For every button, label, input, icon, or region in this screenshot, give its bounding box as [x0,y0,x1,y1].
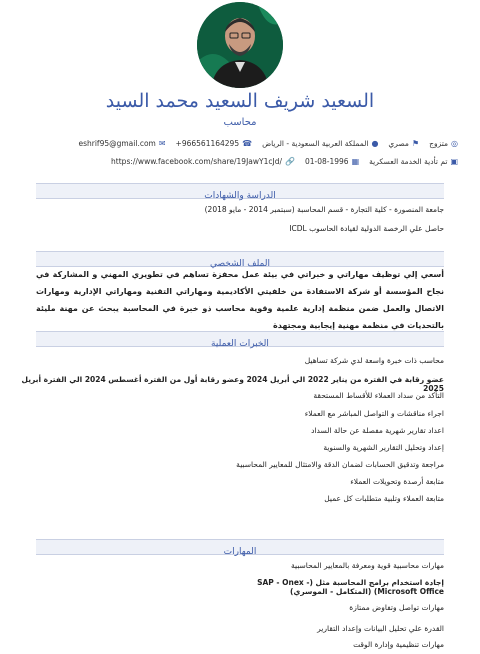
ring-icon: ◎ [451,139,458,148]
experience-line: محاسب ذات خبرة واسعة لدي شركة تساهيل [304,356,444,365]
id-card-icon: ▣ [450,157,458,166]
email[interactable]: ✉ eshrif95@gmail.com [78,139,166,148]
skill-line: مهارات محاسبية قوية ومعرفة بالمعايير المحاسبية [290,561,444,570]
experience-line: مراجعة وتدقيق الحسابات لضمان الدقة والامتثال للمعايير المحاسبية [236,460,444,469]
flag-icon: ⚑ [411,139,420,148]
section-title: الخبرات العملية [211,339,269,349]
military-service: ▣ تم تأدية الخدمة العسكرية [369,157,458,166]
section-title: الملف الشخصي [210,259,270,269]
marital-status: ◎ متزوج [429,139,458,148]
section-skills [36,539,444,557]
nationality: ⚑ مصري [388,139,420,148]
section-title: الدراسة والشهادات [204,191,276,201]
calendar-icon: ▦ [351,157,360,166]
location-icon: ● [371,139,379,148]
experience-line: اجراء مناقشات و التواصل المباشر مع العملاء [304,409,444,418]
phone-icon: ☎ [242,139,253,148]
avatar [197,2,283,88]
experience-line: عضو رقابة في الفترة من يناير 2022 الي أبريل 2024 وعضو رقابة أول من الفترة أغسطس 2024 الي الفترة أبريل 2025 [21,375,444,393]
experience-line: متابعة العملاء وتلبية متطلبات كل عميل [324,494,444,503]
full-name: السعيد شريف السعيد محمد السيد [105,90,375,112]
facebook-link[interactable]: 🔗 https://www.facebook.com/share/19JawY1cJd/ [111,157,295,166]
location: ● المملكة العربية السعودية - الرياض [262,139,379,148]
experience-line: متابعة أرصدة وتحويلات العملاء [350,477,444,486]
section-title: المهارات [223,547,257,557]
experience-line: اعداد تقارير شهرية مفصلة عن حالة السداد [311,426,444,435]
section-profile [36,251,444,269]
mail-icon: ✉ [158,139,166,148]
skill-line: مهارات تنظيمية وإدارة الوقت [353,640,444,649]
skill-line: مهارات تواصل وتفاوض ممتازة [349,603,444,612]
experience-line: إعداد وتحليل التقارير الشهرية والسنوية [323,443,444,452]
skill-line: القدرة علي تحليل البيانات وإعداد التقارير [317,624,444,633]
link-icon: 🔗 [285,157,295,166]
profile-text: أسعي إلي توظيف مهاراتي و خبراتي في بيئة عمل محفزة تساهم في تطويري المهني و المشاركة في نجاح المؤسسة أو شركة الاستفادة من خلفيتي الأكاديمية ومهاراتي التقنية ومهاراتي الإدارية ومهارات الاتصال والعمل ضمن منظمة إدارية علمية وقوية محاسب ذو خبرة في المحاسبة يبحث عن مهنة مليئة بالتحديات في منظمة مهنية إيجابية ومجتهدة [36,270,444,330]
experience-line: التأكد من سداد العملاء للأقساط المستحقة [313,391,444,400]
phone[interactable]: ☎ +966561164295 [175,139,253,148]
contact-row-2 [111,157,458,166]
education-line: حاصل علي الرخصة الدولية لقيادة الحاسوب ICDL [289,224,444,233]
education-line: جامعة المنصورة - كلية التجارة - قسم المحاسبة (سبتمبر 2014 - مايو 2018) [204,205,444,214]
birth-date: ▦ 01-08-1996 [304,157,360,166]
section-education [36,183,444,201]
job-title: محاسب [223,117,257,128]
skill-line: إجادة استخدام برامج المحاسبة مثل (SAP - Onex - Microsoft Office) (المتكامل - الموسري) [257,578,444,596]
contact-row-1 [78,139,458,148]
section-experience [36,331,444,349]
